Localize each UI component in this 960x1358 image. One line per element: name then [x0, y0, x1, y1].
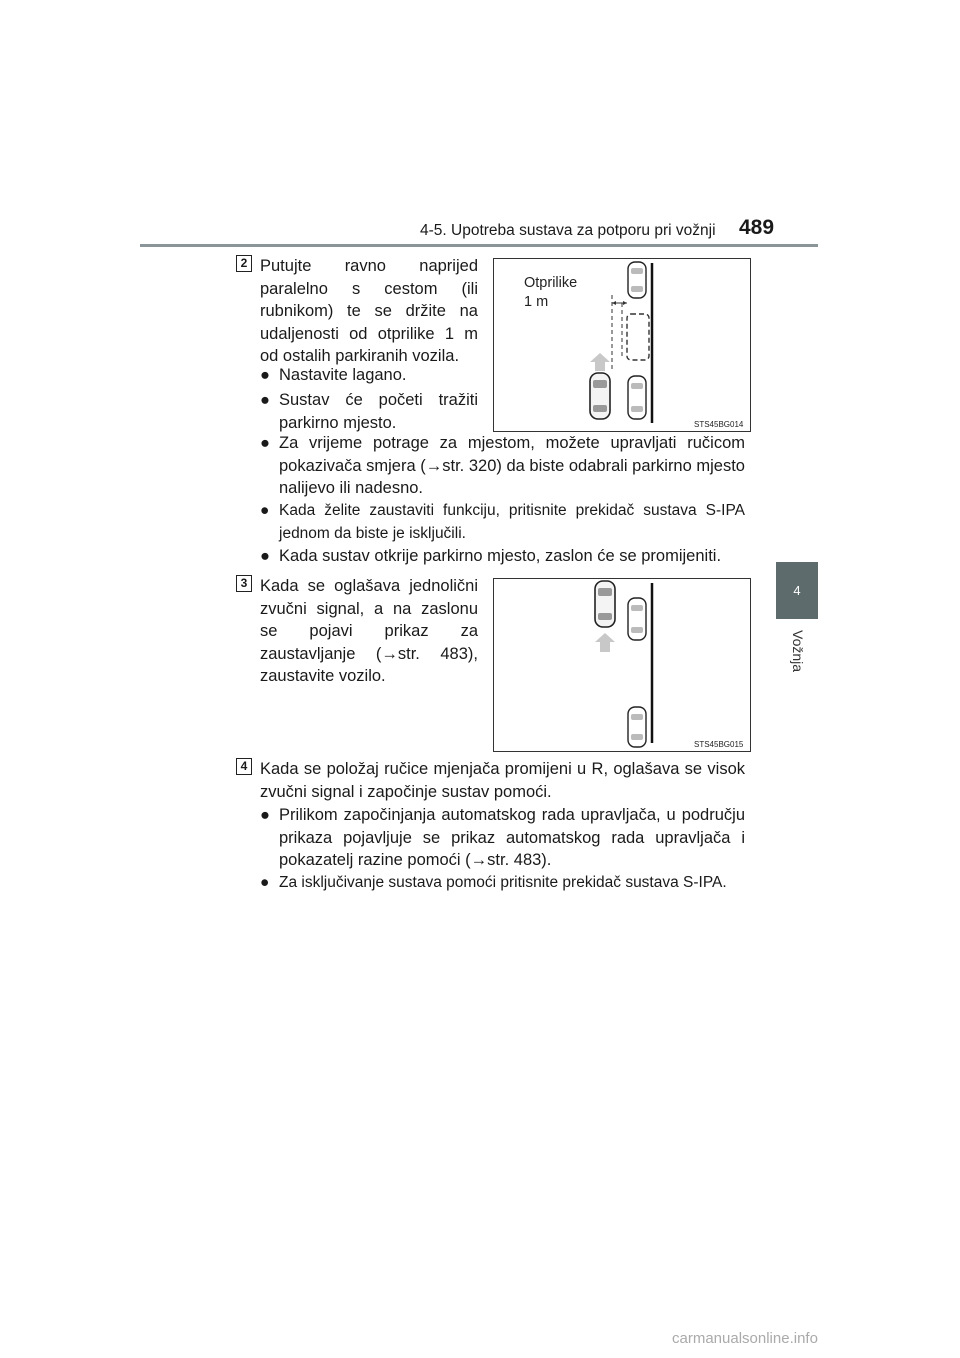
header-rule	[140, 244, 818, 247]
step-number-3: 3	[236, 575, 252, 592]
step-4-bullet-2: ● Za isključivanje sustava pomoći pritisnite prekidač sustava S-IPA.	[279, 872, 754, 895]
step-number-4: 4	[236, 758, 252, 775]
direction-arrow-icon	[590, 353, 610, 371]
step-2-bullet-4: ● Kada želite zaustaviti funkciju, pritisnite prekidač sustava S-IPA jednom da biste je isključili.	[260, 502, 745, 542]
step-number-2: 2	[236, 255, 252, 272]
figure-code: STS45BG015	[694, 740, 744, 749]
figure-code: STS45BG014	[694, 420, 744, 429]
bullet-dot: ●	[260, 547, 270, 565]
step-2-bullet-3: ● Za vrijeme potrage za mjestom, možete upravljati ručicom pokazivača smjera (→str. 320) da biste odabrali parkirno mjesto nalijevo ili nadesno.	[260, 434, 745, 497]
empty-parking-slot	[627, 314, 649, 360]
figure-parallel-parking-search	[493, 258, 751, 432]
bullet-dot: ●	[260, 874, 270, 891]
bullet-dot: ●	[260, 434, 270, 452]
bullet-dot: ●	[260, 366, 270, 384]
parked-car-icon	[628, 707, 646, 747]
chapter-label: Vožnja	[790, 630, 806, 673]
parked-car-icon	[628, 376, 646, 419]
distance-label-2: 1 m	[524, 294, 549, 310]
page-number: 489	[739, 216, 775, 239]
own-car-icon	[595, 581, 615, 627]
figure-parking-stop	[493, 578, 751, 752]
step-2-bullet-5: ● Kada sustav otkrije parkirno mjesto, zaslon će se promijeniti.	[279, 545, 749, 568]
parked-car-icon	[628, 262, 646, 298]
step-4-bullet-1: ● Prilikom započinjanja automatskog rada upravljača, u području prikaza pojavljuje se prikaz automatskog rada upravljača i pokazatelj razine pomoći (→str. 483).	[260, 806, 745, 869]
step-2-text: Putujte ravno naprijed paralelno s cestom (ili rubnikom) te se držite na udaljenosti od otprilike 1 m od ostalih parkiranih vozila.	[260, 257, 478, 365]
step-4-text: Kada se položaj ručice mjenjača promijeni u R, oglašava se visok zvučni signal i započinje sustav pomoći.	[260, 760, 745, 801]
step-2-bullet-1: ● Nastavite lagano.	[279, 364, 478, 387]
bullet-dot: ●	[260, 502, 270, 519]
bullet-dot: ●	[260, 806, 270, 824]
section-title: 4-5. Upotreba sustava za potporu pri vožnji	[420, 222, 716, 239]
direction-arrow-icon	[595, 633, 615, 652]
distance-label-1: Otprilike	[524, 275, 578, 291]
own-car-icon	[590, 373, 610, 419]
step-2-bullet-2: ● Sustav će početi tražiti parkirno mjesto.	[260, 391, 478, 432]
parking-diagram-2	[494, 579, 750, 751]
bullet-dot: ●	[260, 391, 270, 409]
parked-car-icon	[628, 598, 646, 640]
chapter-tab: 4	[776, 562, 818, 619]
watermark: carmanualsonline.info	[672, 1330, 818, 1347]
step-3-text: Kada se oglašava jednolični zvučni signal, a na zaslonu se pojavi prikaz za zaustavljanje (→str. 483), zaustavite vozilo.	[260, 577, 478, 685]
